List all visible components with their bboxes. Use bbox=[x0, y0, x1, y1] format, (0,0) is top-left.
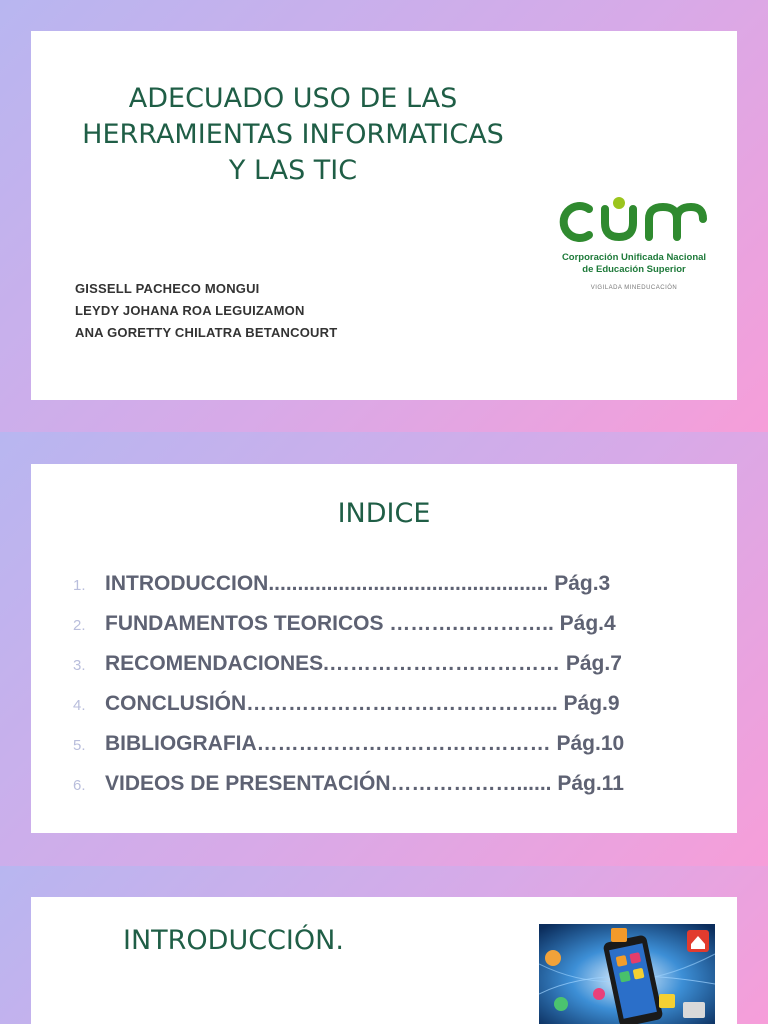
author-name: GISSELL PACHECO MONGUI bbox=[75, 281, 260, 296]
index-number: 3. bbox=[73, 657, 86, 674]
index-item bbox=[71, 692, 711, 732]
index-number: 4. bbox=[73, 697, 86, 714]
title-slide bbox=[31, 31, 737, 400]
logo-text-line-1: Corporación Unificada Nacional bbox=[561, 252, 707, 263]
presentation-title bbox=[63, 81, 523, 189]
index-entry: CONCLUSIÓN……………………………………... Pág.9 bbox=[105, 692, 620, 715]
index-item bbox=[71, 572, 711, 612]
index-item bbox=[71, 612, 711, 652]
index-number: 2. bbox=[73, 617, 86, 634]
author-list bbox=[75, 278, 337, 344]
introduction-title: INTRODUCCIÓN. bbox=[123, 925, 344, 956]
title-line-3: Y LAS TIC bbox=[228, 155, 358, 186]
logo-text-line-2: de Educación Superior bbox=[582, 264, 686, 275]
index-entry: BIBLIOGRAFIA…………………………………… Pág.10 bbox=[105, 732, 625, 755]
index-number: 1. bbox=[73, 577, 86, 594]
index-number: 6. bbox=[73, 777, 86, 794]
index-item bbox=[71, 732, 711, 772]
cun-logo bbox=[549, 179, 719, 329]
author-name: LEYDY JOHANA ROA LEGUIZAMON bbox=[75, 303, 305, 318]
logo-text-line-3: VIGILADA MINEDUCACIÓN bbox=[590, 285, 678, 291]
index-number: 5. bbox=[73, 737, 86, 754]
author-name: ANA GORETTY CHILATRA BETANCOURT bbox=[75, 325, 338, 340]
index-entry: VIDEOS DE PRESENTACIÓN………………...... Pág.11 bbox=[105, 772, 624, 795]
index-slide bbox=[31, 464, 737, 833]
title-line-1: ADECUADO USO DE LAS bbox=[128, 83, 458, 114]
introduction-slide bbox=[31, 897, 737, 1024]
index-title: INDICE bbox=[337, 498, 431, 529]
index-entry: INTRODUCCION................................................ Pág.3 bbox=[105, 572, 611, 595]
cun-logo-mark-icon bbox=[549, 179, 719, 251]
index-item bbox=[71, 772, 711, 812]
index-entry: RECOMENDACIONES.…………………………… Pág.7 bbox=[105, 652, 622, 675]
index-item bbox=[71, 652, 711, 692]
index-list bbox=[71, 572, 711, 812]
smartphone-apps-image bbox=[539, 924, 715, 1024]
title-line-2: HERRAMIENTAS INFORMATICAS bbox=[82, 119, 504, 150]
index-entry: FUNDAMENTOS TEORICOS ……….………….. Pág.4 bbox=[105, 612, 616, 635]
